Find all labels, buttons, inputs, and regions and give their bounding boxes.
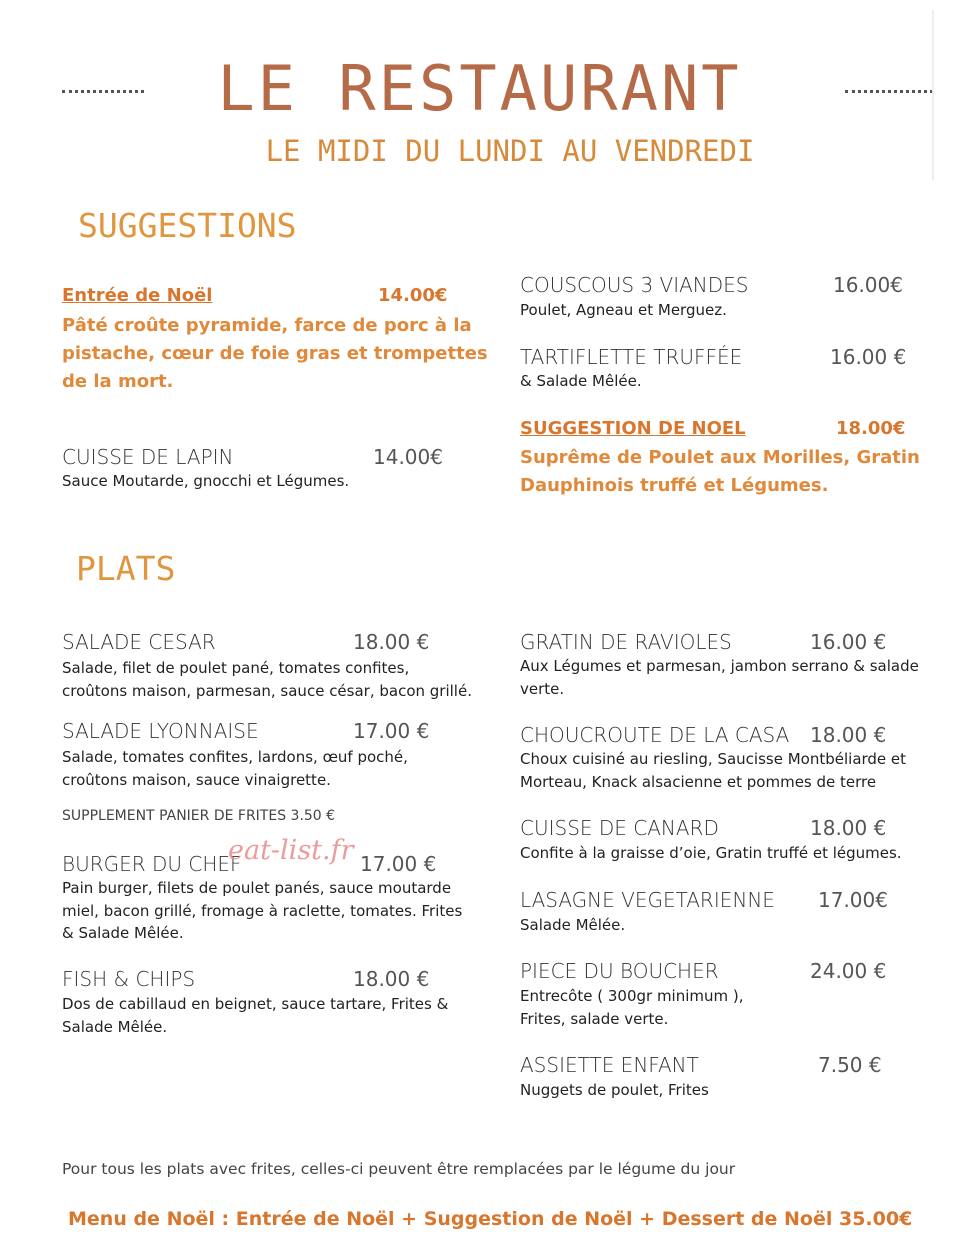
item-name-suggestion-noel: SUGGESTION DE NOEL xyxy=(520,418,746,439)
item-price-suggestion-noel: 18.00€ xyxy=(836,418,906,439)
item-name-cuisse-lapin: CUISSE DE LAPIN xyxy=(62,445,234,469)
item-desc-cuisse-canard: Confite à la graisse d’oie, Gratin truffé et légumes. xyxy=(520,844,902,862)
item-price-gratin-ravioles: 16.00 € xyxy=(810,630,887,654)
item-price-cuisse-lapin: 14.00€ xyxy=(373,445,443,469)
item-name-salade-cesar: SALADE CESAR xyxy=(62,630,216,654)
item-desc-cuisse-lapin: Sauce Moutarde, gnocchi et Légumes. xyxy=(62,472,350,490)
item-price-burger-chef: 17.00 € xyxy=(360,852,437,876)
item-desc-lasagne: Salade Mêlée. xyxy=(520,916,626,934)
section-title-plats: PLATS xyxy=(76,549,176,588)
item-desc-salade-cesar: Salade, filet de poulet pané, tomates confites, croûtons maison, parmesan, sauce césar, bacon grillé. xyxy=(62,659,472,700)
item-price-piece-boucher: 24.00 € xyxy=(810,959,887,983)
item-price-tartiflette: 16.00 € xyxy=(830,345,907,369)
item-name-piece-boucher: PIECE DU BOUCHER xyxy=(520,959,719,983)
item-name-cuisse-canard: CUISSE DE CANARD xyxy=(520,816,719,840)
item-desc-couscous: Poulet, Agneau et Merguez. xyxy=(520,301,727,319)
section-title-suggestions: SUGGESTIONS xyxy=(78,206,297,245)
item-desc-tartiflette: & Salade Mêlée. xyxy=(520,372,642,390)
item-name-lasagne: LASAGNE VEGETARIENNE xyxy=(520,888,775,912)
item-name-salade-lyonnaise: SALADE LYONNAISE xyxy=(62,719,259,743)
item-name-choucroute: CHOUCROUTE DE LA CASA xyxy=(520,723,790,747)
item-desc-fish-chips: Dos de cabillaud en beignet, sauce tartare, Frites & Salade Mêlée. xyxy=(62,995,449,1036)
item-name-entree-noel: Entrée de Noël xyxy=(62,285,213,306)
item-price-cuisse-canard: 18.00 € xyxy=(810,816,887,840)
item-desc-entree-noel: Pâté croûte pyramide, farce de porc à la pistache, cœur de foie gras et trompettes de la mort. xyxy=(62,315,488,392)
christmas-menu: Menu de Noël : Entrée de Noël + Suggestion de Noël + Dessert de Noël 35.00€ xyxy=(68,1208,913,1230)
item-desc-piece-boucher: Entrecôte ( 300gr minimum ), Frites, salade verte. xyxy=(520,987,744,1028)
item-name-assiette-enfant: ASSIETTE ENFANT xyxy=(520,1053,699,1077)
item-price-salade-lyonnaise: 17.00 € xyxy=(353,719,430,743)
item-price-fish-chips: 18.00 € xyxy=(353,967,430,991)
footnote-fries: Pour tous les plats avec frites, celles-ci peuvent être remplacées par le légume du jour xyxy=(62,1160,736,1178)
page-title: LE RESTAURANT xyxy=(217,52,742,125)
item-desc-suggestion-noel: Suprême de Poulet aux Morilles, Gratin Dauphinois truffé et Légumes. xyxy=(520,447,920,496)
item-desc-gratin-ravioles: Aux Légumes et parmesan, jambon serrano & salade verte. xyxy=(520,657,919,698)
item-desc-burger-chef: Pain burger, filets de poulet panés, sauce moutarde miel, bacon grillé, fromage à raclette, tomates. Frites & Salade Mêlée. xyxy=(62,879,463,942)
item-name-couscous: COUSCOUS 3 VIANDES xyxy=(520,273,749,297)
item-desc-choucroute: Choux cuisiné au riesling, Saucisse Montbéliarde et Morteau, Knack alsacienne et pommes de terre xyxy=(520,750,907,791)
item-price-assiette-enfant: 7.50 € xyxy=(818,1053,882,1077)
page-subtitle: LE MIDI DU LUNDI AU VENDREDI xyxy=(265,134,755,168)
watermark: eat-list.fr xyxy=(228,835,354,866)
item-desc-salade-lyonnaise: Salade, tomates confites, lardons, œuf poché, croûtons maison, sauce vinaigrette. xyxy=(62,748,408,789)
item-price-salade-cesar: 18.00 € xyxy=(353,630,430,654)
item-price-entree-noel: 14.00€ xyxy=(378,285,448,306)
item-name-tartiflette: TARTIFLETTE TRUFFÉE xyxy=(520,345,743,369)
item-price-lasagne: 17.00€ xyxy=(818,888,888,912)
item-price-couscous: 16.00€ xyxy=(833,273,903,297)
supplement-fries: SUPPLEMENT PANIER DE FRITES 3.50 € xyxy=(62,808,336,824)
item-name-burger-chef: BURGER DU CHEF xyxy=(62,852,242,876)
item-price-choucroute: 18.00 € xyxy=(810,723,887,747)
item-desc-assiette-enfant: Nuggets de poulet, Frites xyxy=(520,1081,709,1099)
item-name-gratin-ravioles: GRATIN DE RAVIOLES xyxy=(520,630,732,654)
item-name-fish-chips: FISH & CHIPS xyxy=(62,967,196,991)
